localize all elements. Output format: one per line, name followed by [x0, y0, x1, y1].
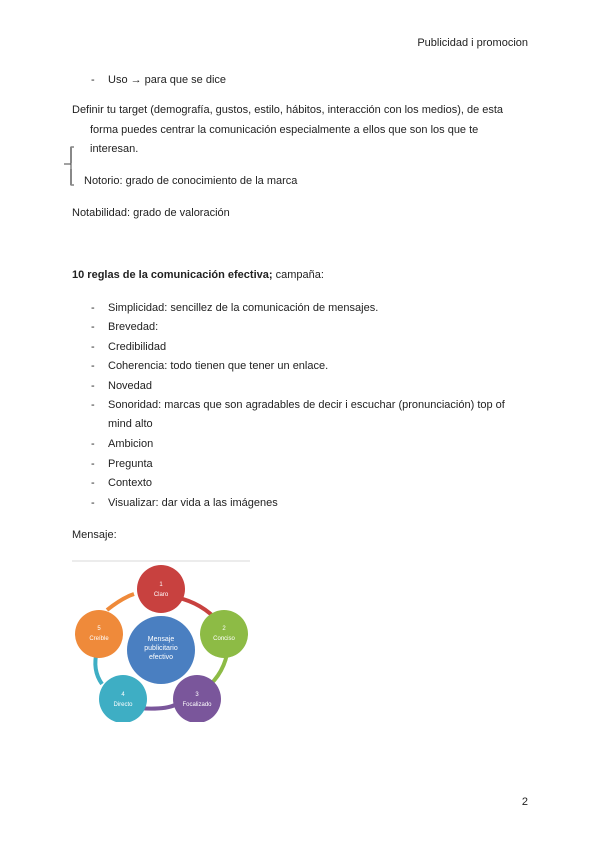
node-circle — [137, 565, 185, 613]
page-header: Publicidad i promocion — [417, 37, 528, 49]
bracket-icon — [62, 145, 76, 187]
list-item-text: Novedad — [108, 380, 153, 392]
bullet-dash: - — [91, 380, 95, 392]
node-directo — [99, 675, 147, 722]
node-number: 1 — [159, 582, 163, 588]
notorio-line: Notorio: grado de conocimiento de la marca — [84, 175, 298, 187]
bullet-dash: - — [91, 497, 95, 509]
rules-heading — [72, 266, 528, 285]
node-label: Focalizado — [182, 702, 212, 708]
list-item — [91, 318, 528, 337]
list-item-text: Coherencia: todo tienen que tener un enlace. — [108, 360, 329, 372]
page-number: 2 — [521, 796, 528, 808]
node-circle — [99, 675, 147, 722]
center-label-line3: efectivo — [148, 654, 174, 661]
list-item-uso — [91, 71, 528, 90]
target-paragraph-line2: forma puedes centrar la comunicación especialmente a ellos que son los que te — [90, 124, 479, 136]
mensaje-label: Mensaje: — [72, 529, 117, 541]
center-label-line1: Mensaje — [147, 636, 175, 643]
bullet-dash: - — [91, 360, 95, 372]
node-circle — [75, 610, 123, 658]
list-item-text: Uso → para que se dice — [108, 74, 227, 86]
target-paragraph-line1: Definir tu target (demografía, gustos, estilo, hábitos, interacción con los medios), de esta — [72, 104, 504, 116]
list-item — [91, 357, 528, 376]
list-item — [91, 338, 528, 357]
node-number: 4 — [121, 692, 125, 698]
node-circle — [200, 610, 248, 658]
node-claro — [137, 565, 185, 613]
list-item-text: Contexto — [108, 477, 153, 489]
bullet-dash: - — [91, 438, 95, 450]
target-paragraph-line3: interesan. — [90, 143, 139, 155]
arrow-5-1 — [107, 594, 134, 610]
node-creible — [75, 610, 123, 658]
node-circle — [173, 675, 221, 722]
bullet-dash: - — [91, 74, 95, 86]
list-item-text: Ambicion — [108, 438, 154, 450]
list-item — [91, 455, 528, 474]
list-item-text: Brevedad: — [108, 321, 159, 333]
notabilidad-line: Notabilidad: grado de valoración — [72, 207, 230, 219]
bullet-dash: - — [91, 399, 95, 411]
node-label: Conciso — [213, 636, 235, 642]
list-item-text: Visualizar: dar vida a las imágenes — [108, 497, 278, 509]
list-item-line: mind alto — [108, 418, 153, 430]
node-number: 5 — [97, 626, 101, 632]
center-label-line2: publicitario — [144, 645, 178, 652]
list-item-line: Sonoridad: marcas que son agradables de decir i escuchar (pronunciación) top of — [108, 399, 505, 411]
rules-heading-rest: campaña: — [272, 269, 324, 281]
rules-heading-bold: 10 reglas de la comunicación efectiva; — [72, 269, 273, 281]
bullet-dash: - — [91, 321, 95, 333]
list-item — [91, 474, 528, 493]
list-item-text: Pregunta — [108, 458, 153, 470]
list-item-text — [108, 396, 528, 434]
node-number: 2 — [222, 626, 226, 632]
bullet-dash: - — [91, 477, 95, 489]
bullet-dash: - — [91, 341, 95, 353]
list-item — [91, 494, 528, 513]
node-label: Claro — [153, 592, 169, 598]
node-focalizado — [173, 675, 221, 722]
node-label: Creíble — [89, 636, 109, 642]
bullet-dash: - — [91, 458, 95, 470]
list-item-text: Credibilidad — [108, 341, 167, 353]
list-item — [91, 396, 528, 434]
bullet-dash: - — [91, 302, 95, 314]
list-item — [91, 435, 528, 454]
node-number: 3 — [195, 692, 199, 698]
center-node — [127, 616, 195, 684]
node-label: Directo — [113, 702, 133, 708]
list-item-text: Simplicidad: sencillez de la comunicación de mensajes. — [108, 302, 379, 314]
message-cycle-diagram — [72, 560, 250, 722]
list-item — [91, 377, 528, 396]
list-item — [91, 299, 528, 318]
node-conciso — [200, 610, 248, 658]
